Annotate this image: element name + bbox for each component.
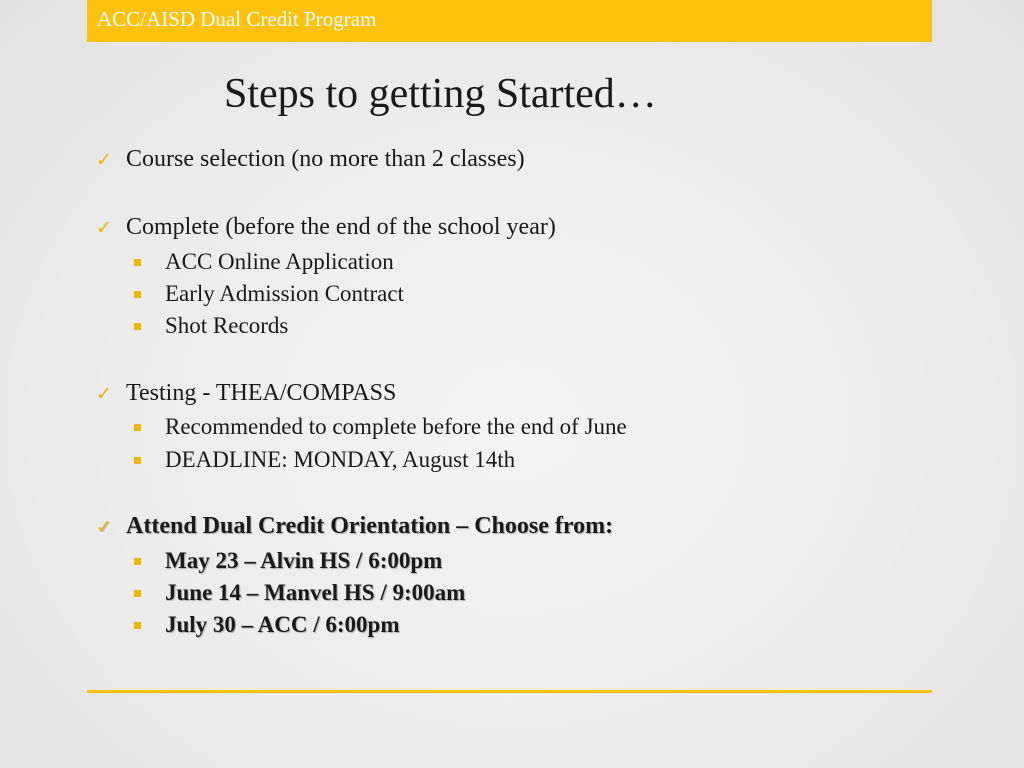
- step-complete: [96, 214, 556, 241]
- subitem-date-july: [132, 612, 400, 638]
- footer-divider: [87, 690, 932, 693]
- checkmark-icon: ✓: [96, 148, 112, 171]
- step-testing: [96, 380, 396, 407]
- subitem-text: May 23 – Alvin HS / 6:00pm: [165, 548, 443, 573]
- header-banner: [87, 0, 932, 42]
- step-orientation: [96, 513, 613, 540]
- subitem-text: ACC Online Application: [165, 249, 394, 274]
- step-text: Testing - THEA/COMPASS: [126, 380, 397, 406]
- square-bullet-icon: [134, 590, 141, 597]
- subitem-date-june: [132, 580, 465, 606]
- subitem-deadline: [132, 447, 515, 473]
- subitem-text: Shot Records: [165, 313, 289, 338]
- subitem-shot-records: [132, 313, 288, 339]
- square-bullet-icon: [134, 259, 141, 266]
- step-text: Course selection (no more than 2 classes): [126, 146, 525, 172]
- banner-title: ACC/AISD Dual Credit Program: [97, 7, 377, 31]
- subitem-early-admission: [132, 281, 404, 307]
- subitem-text: DEADLINE: MONDAY, August 14th: [165, 447, 516, 472]
- slide-title: Steps to getting Started…: [224, 71, 657, 117]
- square-bullet-icon: [134, 323, 141, 330]
- square-bullet-icon: [134, 457, 141, 464]
- step-text: Complete (before the end of the school year): [126, 214, 556, 240]
- checkmark-icon: ✓: [96, 216, 112, 239]
- square-bullet-icon: [134, 558, 141, 565]
- subitem-text: Early Admission Contract: [165, 281, 404, 306]
- subitem-date-may: [132, 548, 442, 574]
- square-bullet-icon: [134, 622, 141, 629]
- subitem-text: July 30 – ACC / 6:00pm: [165, 612, 400, 637]
- subitem-online-application: [132, 249, 394, 275]
- subitem-text: June 14 – Manvel HS / 9:00am: [165, 580, 466, 605]
- checkmark-icon: ✓: [96, 382, 112, 405]
- subitem-recommended: [132, 414, 627, 440]
- square-bullet-icon: [134, 424, 141, 431]
- subitem-text: Recommended to complete before the end of June: [165, 414, 627, 439]
- square-bullet-icon: [134, 291, 141, 298]
- checkmark-icon: ✓: [96, 515, 112, 538]
- step-course-selection: [96, 146, 525, 173]
- step-text: Attend Dual Credit Orientation – Choose from:: [126, 513, 614, 539]
